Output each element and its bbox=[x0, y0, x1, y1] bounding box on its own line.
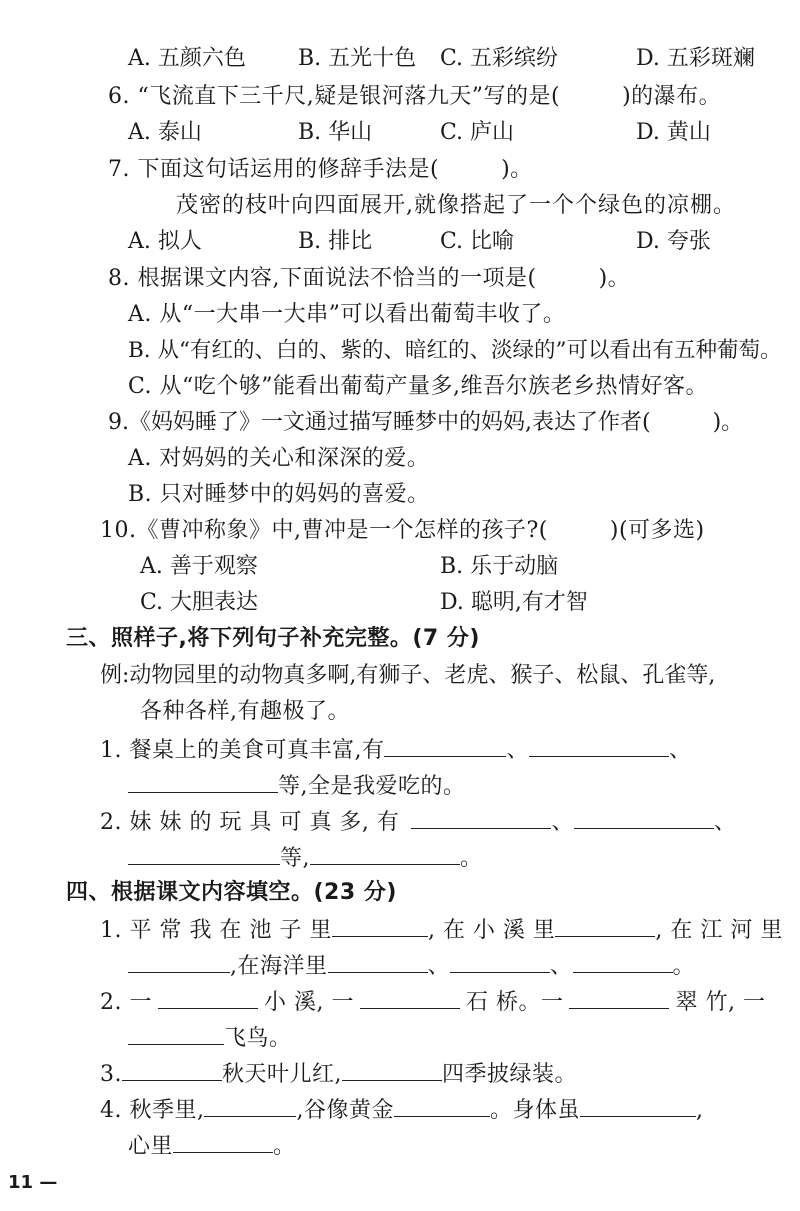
section-3-item-2-line-1 bbox=[100, 806, 736, 838]
s4-i1-sep-2: 、 bbox=[550, 954, 573, 979]
section-4-title: 四、根据课文内容填空。(23 分) bbox=[66, 880, 397, 905]
q6-stem bbox=[108, 82, 721, 112]
q5-option-c: C. 五彩缤纷 bbox=[440, 46, 559, 71]
section-3-example-line-1: 例:动物园里的动物真多啊,有狮子、老虎、猴子、松鼠、孔雀等, bbox=[100, 663, 716, 688]
s4-i4-comma: , bbox=[696, 1098, 704, 1123]
q9-stem-end: )。 bbox=[712, 410, 744, 435]
section-3-item-2-line-2 bbox=[128, 842, 483, 874]
section-3-title: 三、照样子,将下列句子补充完整。(7 分) bbox=[66, 626, 480, 651]
s4-i1-blank-3[interactable] bbox=[128, 950, 230, 973]
s4-i4-d: 心里 bbox=[128, 1134, 174, 1159]
q7-option-a: A. 拟人 bbox=[128, 229, 202, 254]
q8-option-a: A. 从“一大串一大串”可以看出葡萄丰收了。 bbox=[128, 302, 566, 327]
q10-stem-end: )(可多选) bbox=[609, 518, 705, 543]
page-number: 11 — bbox=[8, 1172, 58, 1193]
s3-i1-blank-3[interactable] bbox=[128, 770, 278, 793]
s4-i1-blank-2[interactable] bbox=[555, 914, 655, 937]
section-3-item-1-line-1 bbox=[100, 734, 692, 766]
s3-i1-end: 等,全是我爱吃的。 bbox=[278, 774, 466, 799]
s4-i4-blank-1[interactable] bbox=[204, 1094, 296, 1117]
s4-i3-blank-2[interactable] bbox=[342, 1058, 442, 1081]
q10-option-b: B. 乐于动脑 bbox=[440, 554, 559, 579]
s4-i4-b: ,谷像黄金 bbox=[296, 1098, 394, 1123]
s4-i1-sep-1: 、 bbox=[427, 954, 451, 979]
s4-i4-c: 。身体虽 bbox=[489, 1098, 580, 1123]
q9-option-a: A. 对妈妈的关心和深深的爱。 bbox=[128, 446, 430, 471]
s3-i2-period: 。 bbox=[460, 846, 483, 871]
s4-i1-b: , 在 小 溪 里 bbox=[427, 918, 556, 943]
s4-i1-period: 。 bbox=[672, 954, 696, 979]
s4-i1-blank-5[interactable] bbox=[450, 950, 550, 973]
s4-i3-blank-1[interactable] bbox=[122, 1058, 222, 1081]
q10-option-c: C. 大胆表达 bbox=[140, 590, 259, 615]
q9-stem-start: 9.《妈妈睡了》一文通过描写睡梦中的妈妈,表达了作者( bbox=[108, 410, 651, 435]
q10-option-a: A. 善于观察 bbox=[140, 554, 258, 579]
q8-stem bbox=[108, 264, 630, 294]
q6-option-c: C. 庐山 bbox=[440, 120, 515, 145]
q7-option-d: D. 夸张 bbox=[636, 229, 711, 254]
section-4-item-3 bbox=[100, 1058, 577, 1090]
s4-i2-blank-2[interactable] bbox=[360, 986, 460, 1009]
s3-i2-sep-1: 、 bbox=[551, 810, 574, 835]
section-4-item-4-line-2 bbox=[128, 1130, 296, 1162]
s4-i3-b: 秋天叶儿红, bbox=[222, 1062, 342, 1087]
s4-i4-blank-3[interactable] bbox=[580, 1094, 696, 1117]
s4-i2-c: 石 桥。一 bbox=[465, 990, 564, 1015]
q6-option-d: D. 黄山 bbox=[636, 120, 711, 145]
q10-stem bbox=[100, 516, 705, 546]
q7-stem bbox=[108, 155, 533, 185]
s3-i2-sep-2: 、 bbox=[713, 810, 737, 835]
s3-i1-sep-1: 、 bbox=[506, 738, 529, 763]
q8-option-c: C. 从“吃个够”能看出葡萄产量多,维吾尔族老乡热情好客。 bbox=[128, 374, 709, 399]
s4-i2-blank-3[interactable] bbox=[569, 986, 669, 1009]
s4-i4-period: 。 bbox=[273, 1134, 296, 1159]
s3-i1-start: 1. 餐桌上的美食可真丰富,有 bbox=[100, 738, 385, 763]
s3-i2-blank-4[interactable] bbox=[310, 842, 460, 865]
s4-i2-blank-4[interactable] bbox=[128, 1022, 224, 1045]
s3-i2-blank-2[interactable] bbox=[574, 806, 714, 829]
s4-i2-blank-1[interactable] bbox=[158, 986, 258, 1009]
s4-i1-blank-6[interactable] bbox=[573, 950, 673, 973]
q6-stem-start: 6. “飞流直下三千尺,疑是银河落九天”写的是( bbox=[108, 84, 561, 109]
q7-option-c: C. 比喻 bbox=[440, 229, 515, 254]
section-4-item-2-line-1 bbox=[100, 986, 765, 1018]
s4-i4-blank-4[interactable] bbox=[173, 1130, 273, 1153]
section-4-item-2-line-2 bbox=[128, 1022, 292, 1054]
q7-stem-end: )。 bbox=[501, 157, 533, 182]
q7-stem-start: 7. 下面这句话运用的修辞手法是( bbox=[108, 157, 440, 182]
q10-option-d: D. 聪明,有才智 bbox=[440, 590, 588, 615]
s3-i2-start: 2. 妹 妹 的 玩 具 可 真 多, 有 bbox=[100, 810, 400, 835]
s4-i2-e: 飞鸟。 bbox=[224, 1026, 292, 1051]
q5-option-b: B. 五光十色 bbox=[298, 46, 417, 71]
s4-i2-d: 翠 竹, 一 bbox=[675, 990, 766, 1015]
q9-option-b: B. 只对睡梦中的妈妈的喜爱。 bbox=[128, 482, 430, 507]
s3-i2-end: 等, bbox=[280, 846, 310, 871]
s3-i1-blank-2[interactable] bbox=[529, 734, 669, 757]
q8-stem-start: 8. 根据课文内容,下面说法不恰当的一项是( bbox=[108, 266, 537, 291]
s4-i1-a: 1. 平 常 我 在 池 子 里 bbox=[100, 918, 332, 943]
s3-i1-sep-2: 、 bbox=[669, 738, 692, 763]
section-3-item-1-line-2 bbox=[128, 770, 466, 802]
q10-stem-start: 10.《曹冲称象》中,曹冲是一个怎样的孩子?( bbox=[100, 518, 548, 543]
q8-stem-end: )。 bbox=[598, 266, 631, 291]
section-4-item-4-line-1 bbox=[100, 1094, 704, 1126]
s4-i4-blank-2[interactable] bbox=[394, 1094, 490, 1117]
q8-option-b: B. 从“有红的、白的、紫的、暗红的、淡绿的”可以看出有五种葡萄。 bbox=[128, 338, 782, 363]
q5-option-d: D. 五彩斑斓 bbox=[636, 46, 755, 71]
s4-i1-blank-1[interactable] bbox=[332, 914, 428, 937]
s4-i2-b: 小 溪, 一 bbox=[263, 990, 354, 1015]
s3-i2-blank-1[interactable] bbox=[411, 806, 551, 829]
s4-i3-c: 四季披绿装。 bbox=[442, 1062, 578, 1087]
s4-i1-d: ,在海洋里 bbox=[230, 954, 328, 979]
q6-stem-end: )的瀑布。 bbox=[622, 84, 722, 109]
section-3-example-line-2: 各种各样,有趣极了。 bbox=[140, 699, 350, 724]
s4-i3-a: 3. bbox=[100, 1062, 122, 1087]
s4-i4-a: 4. 秋季里, bbox=[100, 1098, 205, 1123]
q5-option-a: A. 五颜六色 bbox=[128, 46, 246, 71]
section-4-item-1-line-1 bbox=[100, 914, 783, 946]
section-4-item-1-line-2 bbox=[128, 950, 695, 982]
s3-i1-blank-1[interactable] bbox=[384, 734, 506, 757]
s4-i1-c: , 在 江 河 里 bbox=[655, 918, 783, 943]
q9-stem bbox=[108, 408, 743, 438]
s4-i1-blank-4[interactable] bbox=[328, 950, 428, 973]
q7-sentence: 茂密的枝叶向四面展开,就像搭起了一个个绿色的凉棚。 bbox=[176, 193, 736, 218]
s4-i2-a: 2. 一 bbox=[100, 990, 152, 1015]
q6-option-b: B. 华山 bbox=[298, 120, 373, 145]
q6-option-a: A. 泰山 bbox=[128, 120, 202, 145]
q7-option-b: B. 排比 bbox=[298, 229, 373, 254]
s3-i2-blank-3[interactable] bbox=[128, 842, 280, 865]
